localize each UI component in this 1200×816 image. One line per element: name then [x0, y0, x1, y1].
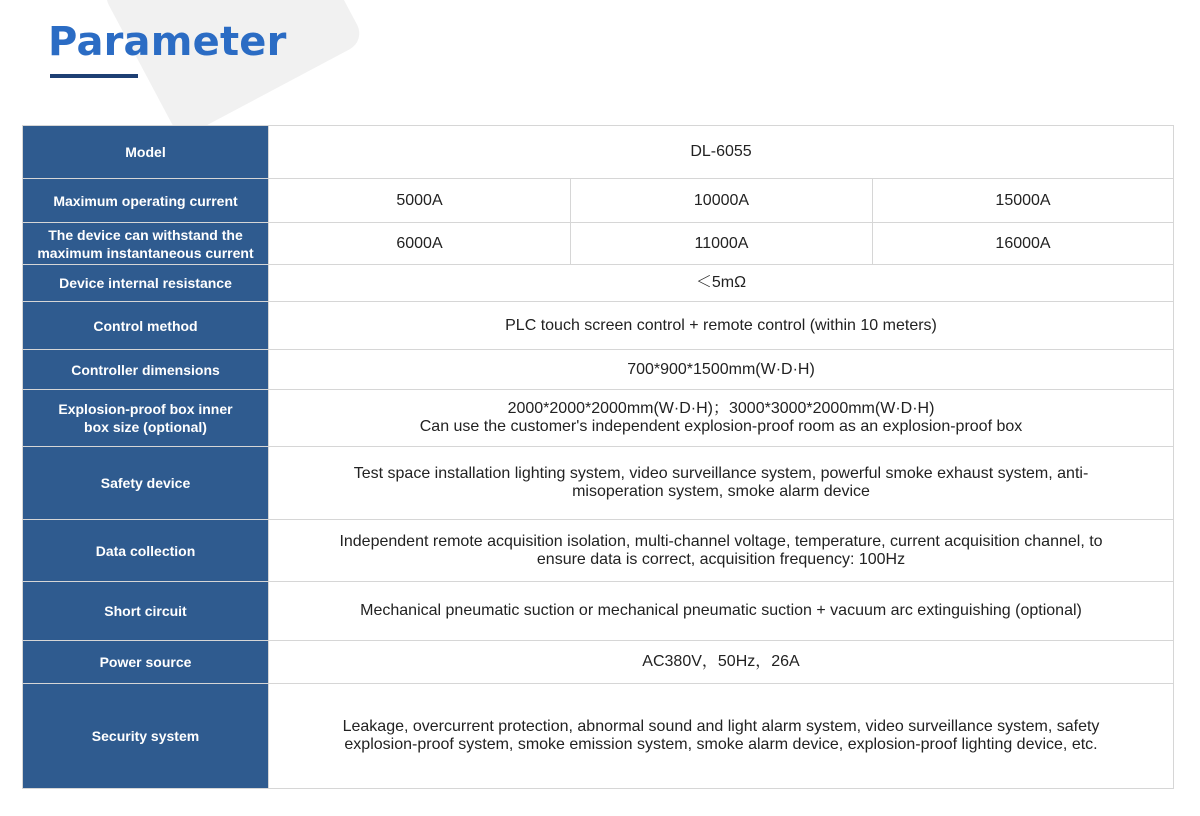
row-label: Model	[23, 126, 269, 179]
row-label: Power source	[23, 641, 269, 684]
row-value: 16000A	[873, 223, 1174, 265]
row-value: PLC touch screen control + remote control (within 10 meters)	[269, 302, 1174, 350]
row-label: Security system	[23, 684, 269, 789]
row-value: 15000A	[873, 179, 1174, 223]
table-row	[23, 302, 1174, 350]
parameter-table	[22, 125, 1174, 789]
row-label: Data collection	[23, 520, 269, 582]
row-value: 700*900*1500mm(W·D·H)	[269, 350, 1174, 390]
table-row	[23, 390, 1174, 447]
table-row	[23, 520, 1174, 582]
row-value: Leakage, overcurrent protection, abnormal sound and light alarm system, video surveillance system, safety explosion-proof system, smoke emission system, smoke alarm device, explosion-proof lighting device, etc.	[269, 684, 1174, 789]
row-value: Test space installation lighting system, video surveillance system, powerful smoke exhaust system, anti- misoperation system, smoke alarm device	[269, 447, 1174, 520]
row-value: 6000A	[269, 223, 571, 265]
row-label: Explosion-proof box inner box size (optional)	[23, 390, 269, 447]
table-row	[23, 179, 1174, 223]
row-value: ＜5mΩ	[269, 265, 1174, 302]
row-label: Control method	[23, 302, 269, 350]
title-underline	[50, 74, 138, 78]
table-row	[23, 350, 1174, 390]
table-row	[23, 582, 1174, 641]
row-value: DL-6055	[269, 126, 1174, 179]
row-label: Device internal resistance	[23, 265, 269, 302]
row-value: 11000A	[571, 223, 873, 265]
row-value: 5000A	[269, 179, 571, 223]
table-row	[23, 447, 1174, 520]
table-row	[23, 684, 1174, 789]
row-label: Controller dimensions	[23, 350, 269, 390]
row-value: Mechanical pneumatic suction or mechanical pneumatic suction + vacuum arc extinguishing (optional)	[269, 582, 1174, 641]
table-row	[23, 126, 1174, 179]
row-value: 2000*2000*2000mm(W·D·H)；3000*3000*2000mm(W·D·H) Can use the customer's independent explosion-proof room as an explosion-proof box	[269, 390, 1174, 447]
table-row	[23, 265, 1174, 302]
row-value: Independent remote acquisition isolation, multi-channel voltage, temperature, current acquisition channel, to ensure data is correct, acquisition frequency: 100Hz	[269, 520, 1174, 582]
row-value: 10000A	[571, 179, 873, 223]
row-value: AC380V，50Hz，26A	[269, 641, 1174, 684]
row-label: The device can withstand the maximum instantaneous current	[23, 223, 269, 265]
table-row	[23, 223, 1174, 265]
table-row	[23, 641, 1174, 684]
row-label: Maximum operating current	[23, 179, 269, 223]
page-title: Parameter	[48, 19, 287, 65]
row-label: Safety device	[23, 447, 269, 520]
row-label: Short circuit	[23, 582, 269, 641]
